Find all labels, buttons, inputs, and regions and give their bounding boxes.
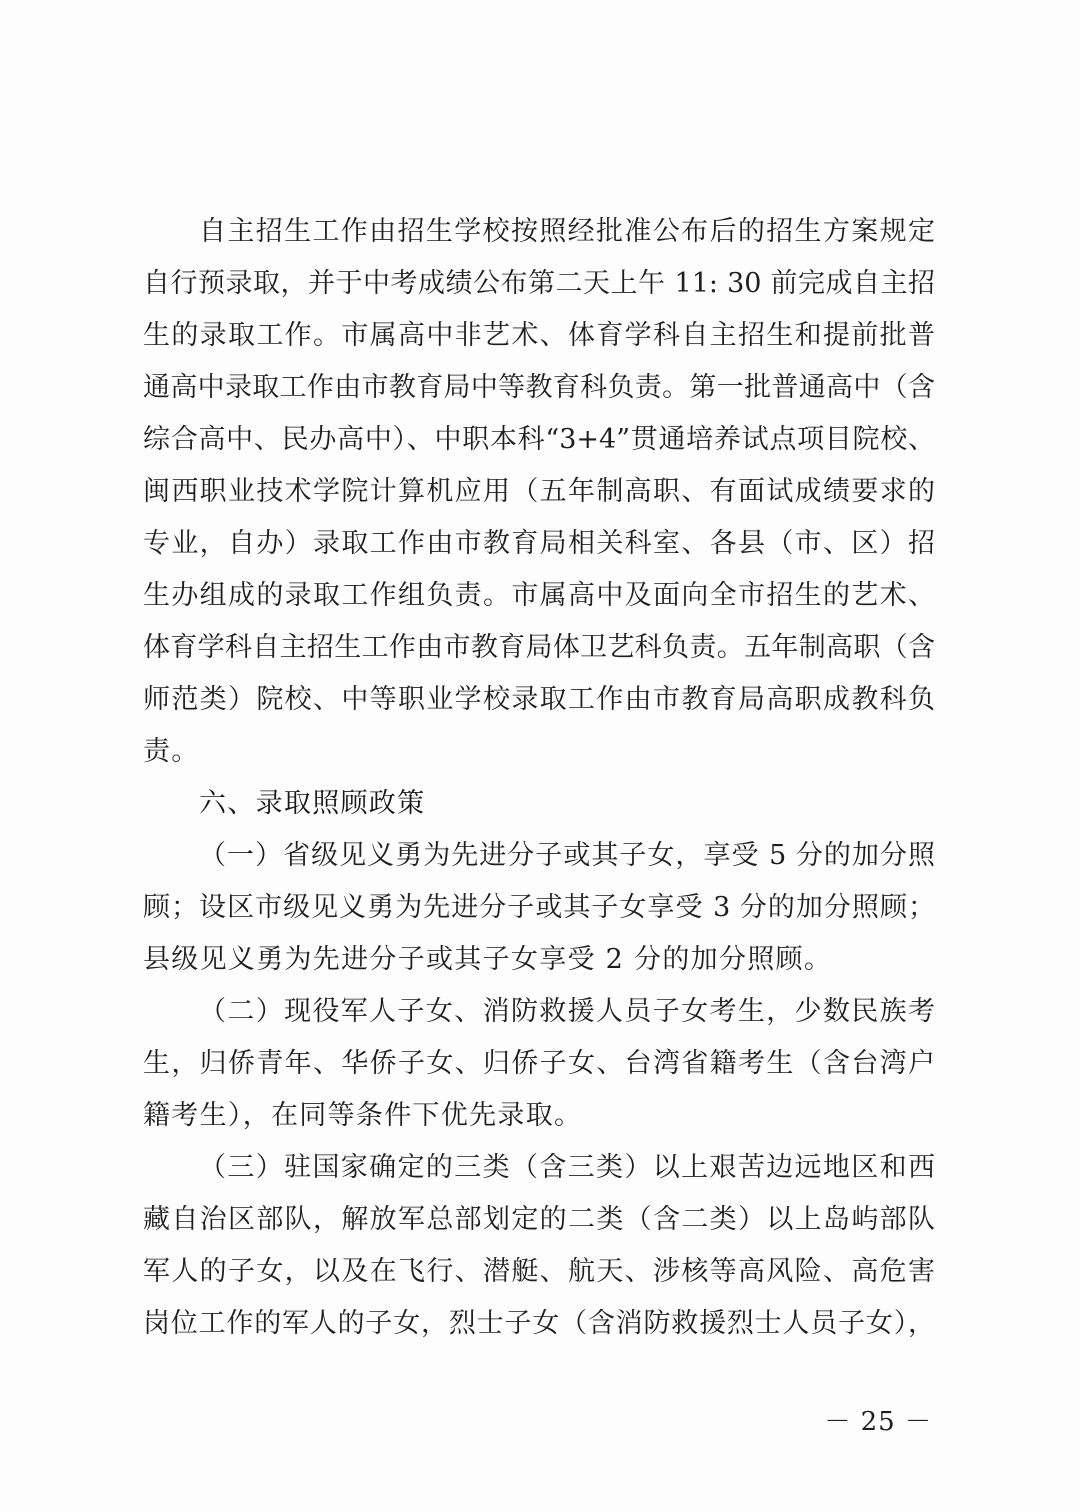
body-line: 军人的子女，以及在飞行、潜艇、航天、涉核等高风险、高危害 — [143, 1256, 935, 1287]
body-line: 责。 — [143, 736, 200, 767]
body-line: 师范类）院校、中等职业学校录取工作由市教育局高职成教科负 — [143, 684, 935, 715]
body-line: （二）现役军人子女、消防救援人员子女考生，少数民族考 — [199, 996, 935, 1027]
body-line: 专业，自办）录取工作由市教育局相关科室、各县（市、区）招 — [143, 528, 935, 559]
body-line: 岗位工作的军人的子女，烈士子女（含消防救援烈士人员子女）， — [143, 1308, 935, 1339]
body-line: 生，归侨青年、华侨子女、归侨子女、台湾省籍考生（含台湾户 — [143, 1048, 935, 1079]
section-heading: 六、录取照顾政策 — [199, 788, 426, 819]
body-line: 综合高中、民办高中）、中职本科“3+4”贯通培养试点项目院校、 — [143, 424, 935, 455]
body-line: 生办组成的录取工作组负责。市属高中及面向全市招生的艺术、 — [143, 580, 935, 611]
body-line: 自主招生工作由招生学校按照经批准公布后的招生方案规定 — [199, 216, 935, 247]
body-line: 通高中录取工作由市教育局中等教育科负责。第一批普通高中（含 — [143, 372, 935, 403]
policy-item-3 — [143, 1142, 935, 1350]
body-line: 生的录取工作。市属高中非艺术、体育学科自主招生和提前批普 — [143, 320, 935, 351]
body-line: 藏自治区部队，解放军总部划定的二类（含二类）以上岛屿部队 — [143, 1204, 935, 1235]
page-number: － 25 － — [824, 1407, 932, 1437]
body-text — [143, 206, 935, 1350]
body-line: 体育学科自主招生工作由市教育局体卫艺科负责。五年制高职（含 — [143, 632, 935, 663]
policy-item-1 — [143, 830, 935, 986]
body-line: 籍考生），在同等条件下优先录取。 — [143, 1100, 583, 1131]
body-line: 县级见义勇为先进分子或其子女享受 2 分的加分照顾。 — [143, 944, 833, 975]
paragraph-self-enrollment — [143, 206, 935, 778]
body-line: （一）省级见义勇为先进分子或其子女，享受 5 分的加分照 — [199, 840, 935, 871]
body-line: 闽西职业技术学院计算机应用（五年制高职、有面试成绩要求的 — [143, 476, 935, 507]
body-line: 自行预录取，并于中考成绩公布第二天上午 11: 30 前完成自主招 — [143, 268, 935, 299]
body-line: （三）驻国家确定的三类（含三类）以上艰苦边远地区和西 — [199, 1152, 935, 1183]
policy-item-2 — [143, 986, 935, 1142]
body-line: 顾；设区市级见义勇为先进分子或其子女享受 3 分的加分照顾； — [143, 892, 935, 923]
